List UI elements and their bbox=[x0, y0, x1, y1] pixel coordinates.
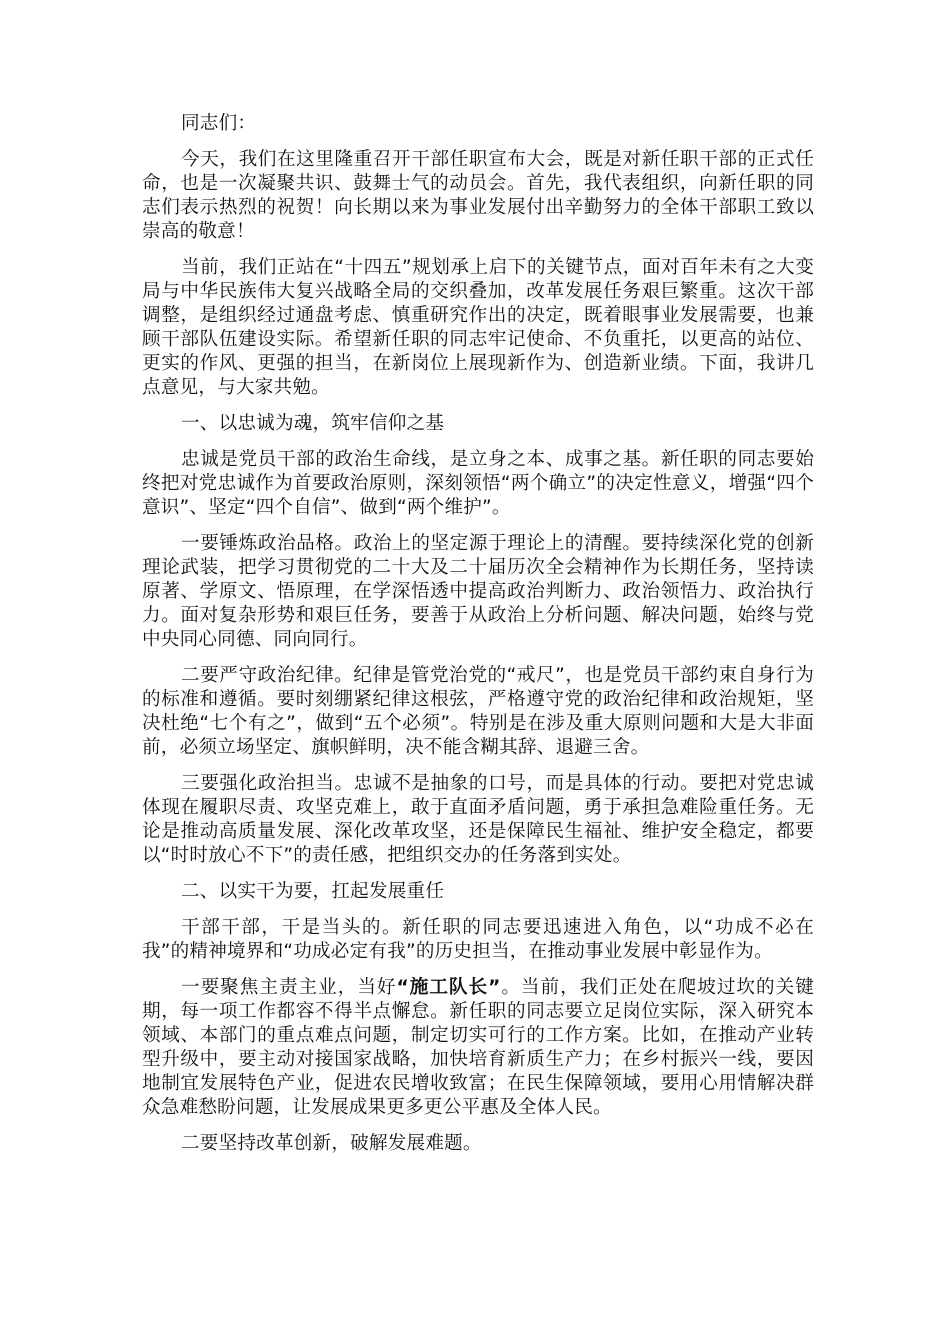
main-duties-body: 。当前，我们正处在爬坡过坎的关键期，每一项工作都容不得半点懈怠。新任职的同志要立足岗位实际，深入研究本领域、本部门的重点难点问题，制定切实可行的工作方案。比如，在推动产业转型升级中，要主动对接国家战略，加快培育新质生产力；在乡村振兴一线，要因地制宜发展特色产业，促进农民增收致富；在民生保障领域，要用心用情解决群众急难愁盼问题，让发展成果更多更公平惠及全体人民。 bbox=[142, 977, 814, 1118]
paragraph-hard-work: 干部干部，干是当头的。新任职的同志要迅速进入角色，以“功成不必在我”的精神境界和“功成必定有我”的历史担当，在推动事业发展中彰显作为。 bbox=[142, 917, 814, 962]
paragraph-political-discipline: 二要严守政治纪律。纪律是管党治党的“戒尺”，也是党员干部约束自身行为的标准和遵循。要时刻绷紧纪律这根弦，严格遵守党的政治纪律和政治规矩，坚决杜绝“七个有之”，做到“五个必须”。特别是在涉及重大原则问题和大是大非面前，必须立场坚定、旗帜鲜明，决不能含糊其辞、退避三舍。 bbox=[142, 665, 814, 758]
section-heading-1: 一、以忠诚为魂，筑牢信仰之基 bbox=[181, 413, 445, 434]
paragraph-political-character: 一要锤炼政治品格。政治上的坚定源于理论上的清醒。要持续深化党的创新理论武装，把学习贯彻党的二十大及二十届历次全会精神作为长期任务，坚持读原著、学原文、悟原理，在学深悟透中提高政治判断力、政治领悟力、政治执行力。面对复杂形势和艰巨任务，要善于从政治上分析问题、解决问题，始终与党中央同心同德、同向同行。 bbox=[142, 533, 814, 650]
paragraph-reform-innovation: 二要坚持改革创新，破解发展难题。 bbox=[181, 1133, 482, 1154]
main-duties-lead: 一要聚焦主责主业，当好 bbox=[181, 977, 397, 998]
salutation: 同志们： bbox=[181, 113, 257, 134]
paragraph-loyalty: 忠诚是党员干部的政治生命线，是立身之本、成事之基。新任职的同志要始终把对党忠诚作为首要政治原则，深刻领悟“两个确立”的决定性意义，增强“四个意识”、坚定“四个自信”、做到“两个维护”。 bbox=[142, 449, 814, 518]
construction-captain-emphasis: “施工队长” bbox=[396, 977, 501, 998]
document-body bbox=[142, 112, 814, 1168]
paragraph-opening: 今天，我们在这里隆重召开干部任职宣布大会，既是对新任职干部的正式任命，也是一次凝聚共识、鼓舞士气的动员会。首先，我代表组织，向新任职的同志们表示热烈的祝贺！向长期以来为事业发展付出辛勤努力的全体干部职工致以崇高的敬意！ bbox=[142, 149, 814, 242]
paragraph-political-responsibility: 三要强化政治担当。忠诚不是抽象的口号，而是具体的行动。要把对党忠诚体现在履职尽责、攻坚克难上，敢于直面矛盾问题，勇于承担急难险重任务。无论是推动高质量发展、深化改革攻坚，还是保障民生福祉、维护安全稳定，都要以“时时放心不下”的责任感，把组织交办的任务落到实处。 bbox=[142, 773, 814, 866]
section-heading-2: 二、以实干为要，扛起发展重任 bbox=[181, 881, 445, 902]
paragraph-context: 当前，我们正站在“十四五”规划承上启下的关键节点，面对百年未有之大变局与中华民族伟大复兴战略全局的交织叠加，改革发展任务艰巨繁重。这次干部调整，是组织经过通盘考虑、慎重研究作出的决定，既着眼事业发展需要，也兼顾干部队伍建设实际。希望新任职的同志牢记使命、不负重托，以更高的站位、更实的作风、更强的担当，在新岗位上展现新作为、创造新业绩。下面，我讲几点意见，与大家共勉。 bbox=[142, 257, 814, 398]
paragraph-main-duties bbox=[142, 976, 814, 1120]
